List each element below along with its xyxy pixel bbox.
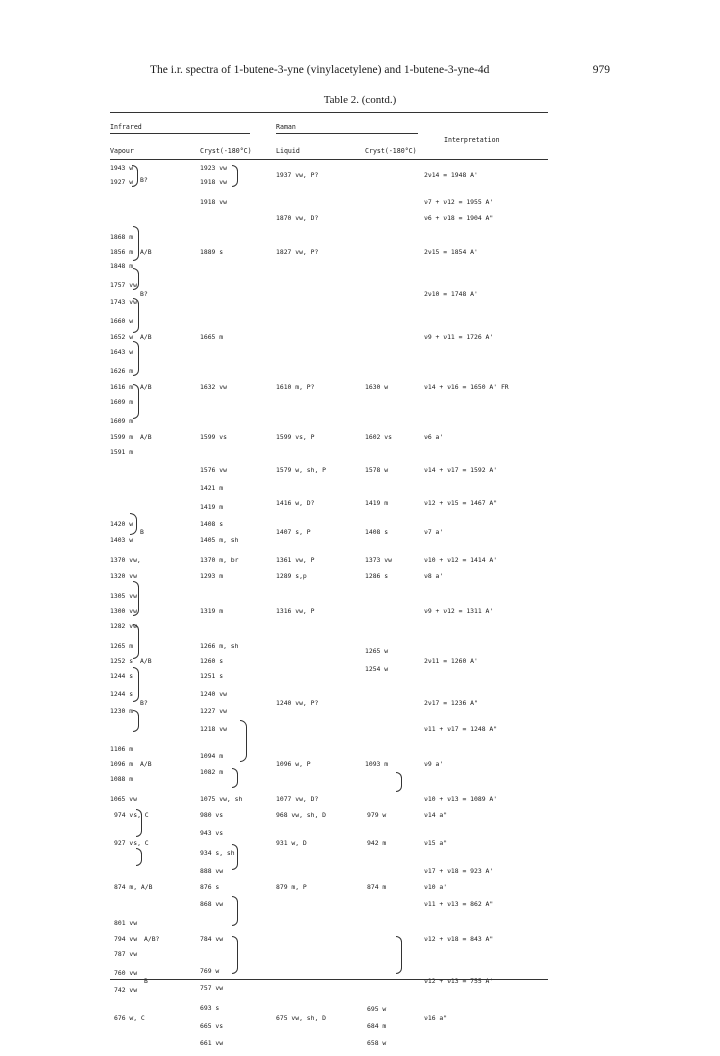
table-cell: 1240 vw [200,690,227,698]
table-cell: 979 w [367,811,387,819]
table-cell: 693 s [200,1004,220,1012]
table-cell: 1937 vw, P? [276,171,319,179]
table-cell: ν14 a" [424,811,448,819]
table-cell: 695 w [367,1005,387,1013]
table-cell: A/B [140,433,152,441]
table-cell: 1403 w [110,536,134,544]
table-cell: 931 w, D [276,839,307,847]
table-cell: A/B [140,760,152,768]
table-cell: 1305 vw [110,592,137,600]
table-cell: ν12 + ν18 = 843 A" [424,935,494,943]
table-cell: 868 vw [200,900,224,908]
table-cell: ν12 + ν15 = 1467 A" [424,499,498,507]
group-header-raman: Raman [276,123,296,131]
table-cell: 1252 s [110,657,134,665]
table-cell: 1420 w [110,520,134,528]
table-cell: 801 vw [114,919,138,927]
table-cell: ν7 + ν12 = 1955 A' [424,198,494,206]
table-cell: 1609 m [110,417,134,425]
table-cell: A/B [140,333,152,341]
table-cell: 942 m [367,839,387,847]
table-cell: 1918 vw [200,198,227,206]
table-caption: Table 2. (contd.) [323,94,397,106]
brace [130,513,137,535]
brace [232,936,238,974]
brace [133,710,139,732]
table-cell: 1286 s [365,572,389,580]
brace [136,848,142,866]
table-cell: 1373 vw [365,556,392,564]
brace [136,809,142,837]
table-cell: 1419 m [200,503,224,511]
table-cell: B [140,528,144,536]
table-cell: 1254 w [365,665,389,673]
brace [232,768,238,788]
page-number: 979 [592,64,610,76]
table-cell: 1096 m [110,760,134,768]
table-cell: 1927 w [110,178,134,186]
table-cell: 1578 w [365,466,389,474]
brace [396,936,402,974]
table-cell: 1065 vw [110,795,137,803]
table-cell: 1300 vw [110,607,137,615]
table-cell: ν9 + ν11 = 1726 A' [424,333,494,341]
table-cell: 784 vw [200,935,224,943]
table-cell: ν6 a' [424,433,444,441]
brace [132,165,138,187]
table-cell: 943 vs [200,829,224,837]
table-cell: 760 vw [114,969,138,977]
table-cell: ν17 + ν18 = 923 A' [424,867,494,875]
table-cell: 1665 m [200,333,224,341]
col-header-vapour: Vapour [110,147,134,155]
table-cell: 1240 vw, P? [276,699,319,707]
table-cell: 1743 vw [110,298,137,306]
table-cell: ν7 a' [424,528,444,536]
table-cell: 1282 vw [110,622,137,630]
table-cell: 1599 m [110,433,134,441]
table-cell: ν16 a" [424,1014,448,1022]
table-cell: 876 s [200,883,220,891]
table-cell: 1626 m [110,367,134,375]
table-cell: 757 vw [200,984,224,992]
table-cell: 1370 vw, [110,556,141,564]
brace [396,772,402,792]
table-cell: 1093 m [365,760,389,768]
table-cell: 2ν11 = 1260 A' [424,657,478,665]
table-cell: 1943 w [110,164,134,172]
table-cell: 927 vs, C [114,839,149,847]
table-cell: 1579 w, sh, P [276,466,327,474]
table-cell: 879 m, P [276,883,307,891]
col-header-cryst-ir: Cryst(-180°C) [200,147,252,155]
raman-underline [276,133,418,134]
table-cell: 1848 m [110,262,134,270]
table-cell: ν14 + ν17 = 1592 A' [424,466,498,474]
table-cell: 1609 m [110,398,134,406]
table-cell: ν10 + ν13 = 1089 A' [424,795,498,803]
table-cell: 874 m, A/B [114,883,153,891]
header-bottom-rule [110,159,548,160]
table-cell: 1405 m, sh [200,536,239,544]
brace [240,720,247,762]
table-cell: 1632 vw [200,383,227,391]
table-cell: 1218 vw [200,725,227,733]
table-cell: 1251 s [200,672,224,680]
table-cell: 1320 vw [110,572,137,580]
table-cell: 1265 w [365,647,389,655]
table-cell: 1576 vw [200,466,227,474]
brace [133,268,139,290]
table-cell: 1370 m, br [200,556,239,564]
table-cell: 742 vw [114,986,138,994]
table-cell: 1643 w [110,348,134,356]
col-header-cryst-raman: Cryst(-180°C) [365,147,417,155]
table-cell: 1599 vs, P [276,433,315,441]
table-cell: 1827 vw, P? [276,248,319,256]
table-cell: 1265 m [110,642,134,650]
table-cell: 1106 m [110,745,134,753]
table-cell: 1870 vw, D? [276,214,319,222]
table-cell: ν12 + ν13 = 755 A' [424,977,494,985]
table-cell: B [144,977,148,985]
table-cell: ν11 + ν13 = 862 A" [424,900,494,908]
table-cell: 658 w [367,1039,387,1047]
table-bottom-rule [110,979,548,980]
table-cell: 1361 vw, P [276,556,315,564]
table-cell: 1616 m [110,383,134,391]
table-cell: 1077 vw, D? [276,795,319,803]
table-cell: 974 vs, C [114,811,149,819]
table-cell: 1407 s, P [276,528,311,536]
brace [133,298,139,333]
table-cell: ν8 a' [424,572,444,580]
table-cell: 2ν17 = 1236 A" [424,699,478,707]
table-cell: ν15 a" [424,839,448,847]
table-cell: A/B [140,657,152,665]
brace [133,624,139,659]
table-cell: B? [140,176,148,184]
table-cell: A/B? [144,935,160,943]
table-cell: ν10 a' [424,883,448,891]
table-cell: 1918 vw [200,178,227,186]
infrared-underline [110,133,250,134]
brace [133,384,139,419]
table-cell: 1266 m, sh [200,642,239,650]
table-cell: A/B [140,248,152,256]
table-cell: 1599 vs [200,433,227,441]
brace [232,896,238,926]
brace [133,341,139,376]
table-cell: 888 vw [200,867,224,875]
table-cell: 661 vw [200,1039,224,1047]
table-cell: 1088 m [110,775,134,783]
brace [133,581,139,616]
table-cell: 1856 m [110,248,134,256]
table-cell: 665 vs [200,1022,224,1030]
table-cell: 1289 s,p [276,572,307,580]
table-cell: 676 w, C [114,1014,145,1022]
group-header-infrared: Infrared [110,123,142,131]
table-cell: 1096 w, P [276,760,311,768]
table-cell: 1319 m [200,607,224,615]
col-header-liquid: Liquid [276,147,300,155]
table-cell: ν10 + ν12 = 1414 A' [424,556,498,564]
brace [133,226,139,261]
brace [232,165,238,187]
table-cell: 787 vw [114,950,138,958]
table-cell: 675 vw, sh, D [276,1014,327,1022]
table-cell: 934 s, sh [200,849,235,857]
table-cell: ν9 + ν12 = 1311 A' [424,607,494,615]
table-cell: A/B [140,383,152,391]
table-cell: 2ν10 = 1748 A' [424,290,478,298]
table-cell: 980 vs [200,811,224,819]
table-cell: ν11 + ν17 = 1248 A" [424,725,498,733]
table-cell: 769 w [200,967,220,975]
table-cell: B? [140,699,148,707]
table-cell: 874 m [367,883,387,891]
table-cell: 1630 w [365,383,389,391]
table-cell: 2ν14 = 1948 A' [424,171,478,179]
table-cell: 1244 s [110,672,134,680]
table-cell: 1316 vw, P [276,607,315,615]
brace [232,844,238,870]
table-cell: 1075 vw, sh [200,795,243,803]
table-cell: ν6 + ν18 = 1904 A" [424,214,494,222]
table-cell: 1421 m [200,484,224,492]
table-cell: 794 vw [114,935,138,943]
table-cell: 1227 vw [200,707,227,715]
table-cell: 1408 s [365,528,389,536]
table-cell: 1293 m [200,572,224,580]
table-cell: 2ν15 = 1854 A' [424,248,478,256]
table-cell: ν14 + ν16 = 1650 A' FR [424,383,509,391]
running-header-title: The i.r. spectra of 1-butene-3-yne (vinylacetylene) and 1-butene-3-yne-4d [150,64,490,76]
table-cell: 1923 vw [200,164,227,172]
table-cell: 1757 vw [110,281,137,289]
table-cell: 1230 m [110,707,134,715]
table-cell: 1610 m, P? [276,383,315,391]
table-cell: ν9 a' [424,760,444,768]
table-cell: 1602 vs [365,433,392,441]
table-cell: 1408 s [200,520,224,528]
table-cell: 1868 m [110,233,134,241]
table-cell: 1416 w, D? [276,499,315,507]
table-cell: 1652 w [110,333,134,341]
group-header-interpretation: Interpretation [444,136,500,144]
table-top-rule [110,112,548,113]
table-cell: 1094 m [200,752,224,760]
table-cell: 1260 s [200,657,224,665]
brace [133,667,139,702]
table-cell: 1591 m [110,448,134,456]
table-cell: 1244 s [110,690,134,698]
table-cell: 1660 w [110,317,134,325]
table-cell: 1419 m [365,499,389,507]
table-cell: 968 vw, sh, D [276,811,327,819]
table-cell: 684 m [367,1022,387,1030]
table-cell: B? [140,290,148,298]
table-cell: 1082 m [200,768,224,776]
table-cell: 1889 s [200,248,224,256]
